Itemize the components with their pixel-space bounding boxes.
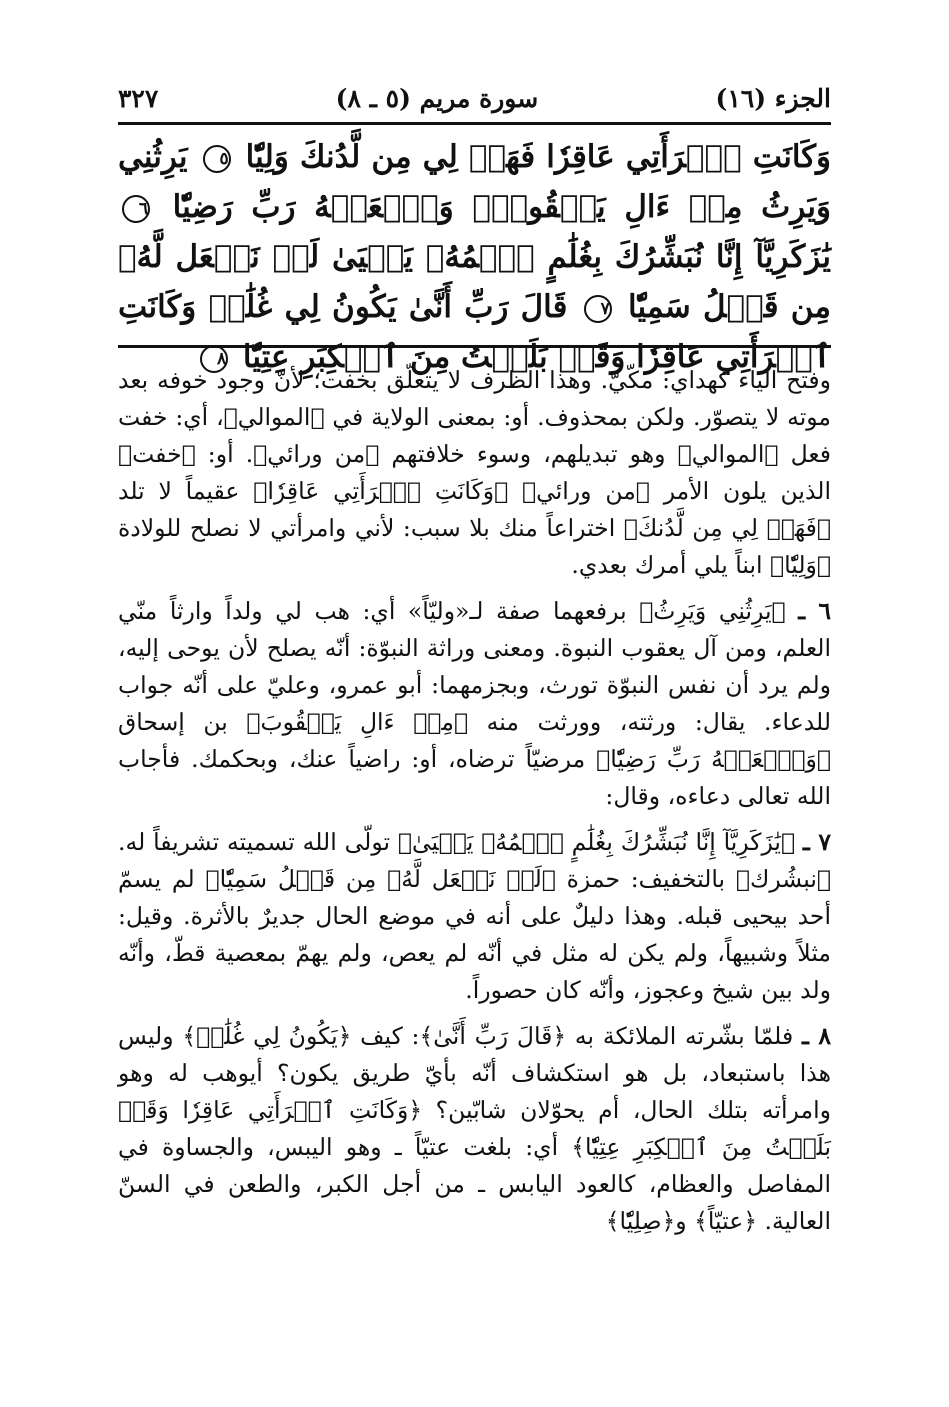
commentary-paragraph-verse-7 bbox=[118, 824, 831, 1009]
surah-title: سورة مريم (٥ ـ ٨) bbox=[335, 83, 539, 113]
verses-divider bbox=[118, 345, 831, 348]
commentary-text: ﴿يَرِثُنِي وَيَرِثُ﴾ برفعهما صفة لـ«وليّاً» أي: هب لي ولداً وارثاً منّي العلم، ومن آل يعقوب النبوة. ومعنى وراثة النبوّة: أنّه يصلح لأن يوحى إليه، ولم يرد أن نفس النبوّة تورث، وبجزمهما: أبو عمرو، وعليّ على أنّه جواب للدعاء. يقال: ورثته، وورثت منه ﴿مِنۡ ءَالِ يَعۡقُوبَ﴾ بن إسحاق ﴿وَٱجۡعَلۡهُ رَبِّ رَضِيّٗا﴾ مرضيّاً ترضاه، أو: راضياً عنك، وبحكمك. فأجاب الله تعالى دعاءه، وقال: bbox=[118, 597, 831, 810]
commentary-paragraph-1 bbox=[118, 362, 831, 584]
verse-number: ٦ ـ bbox=[798, 597, 831, 625]
page-number: ٣٢٧ bbox=[118, 83, 159, 113]
verse-5-text: وَكَانَتِ ٱمۡرَأَتِي عَاقِرٗا فَهَبۡ لِي مِن لَّدُنكَ وَلِيّٗا bbox=[245, 139, 832, 175]
verse-6-text: يَرِثُنِي وَيَرِثُ مِنۡ ءَالِ يَعۡقُوبَۖ وَٱجۡعَلۡهُ رَبِّ رَضِيّٗا bbox=[118, 139, 832, 225]
juz-label: الجزء (١٦) bbox=[715, 83, 831, 113]
verse-number: ٧ ـ bbox=[802, 828, 831, 856]
running-header bbox=[118, 78, 831, 118]
verse-number: ٨ ـ bbox=[801, 1022, 831, 1050]
verse-marker-7: ٧ bbox=[584, 295, 612, 323]
header-divider bbox=[118, 122, 831, 125]
verse-8-text: قَالَ رَبِّ أَنَّىٰ يَكُونُ لِي غُلَٰمٞ وَكَانَتِ ٱمۡرَأَتِي عَاقِرٗا وَقَدۡ بَلَغۡتُ مِنَ ٱلۡكِبَرِ عِتِيّٗا bbox=[118, 289, 831, 375]
commentary-text: فلمّا بشّرته الملائكة به ﴿قَالَ رَبِّ أَنَّىٰ﴾: كيف ﴿يَكُونُ لِي غُلَٰمٞ﴾ وليس هذا باستبعاد، بل هو استكشاف أنّه بأيّ طريق يكون؟ أيوهب له وهو وامرأته بتلك الحال، أم يحوّلان شابّين؟ ﴿وَكَانَتِ ٱمۡرَأَتِي عَاقِرٗا وَقَدۡ بَلَغۡتُ مِنَ ٱلۡكِبَرِ عِتِيّٗا﴾ أي: بلغت عتيّاً ـ وهو اليبس، والجساوة في المفاصل والعظام، كالعود اليابس ـ من أجل الكبر، والطعن في السنّ العالية. ﴿عتيّاً﴾ و﴿صِلِيّٗا﴾ bbox=[118, 1022, 831, 1235]
verse-marker-6: ٦ bbox=[122, 195, 150, 223]
verse-marker-8: ٨ bbox=[200, 345, 228, 373]
commentary-paragraph-verse-8 bbox=[118, 1018, 831, 1240]
commentary-text: ﴿يَٰزَكَرِيَّآ إِنَّا نُبَشِّرُكَ بِغُلَٰمٍ ٱسۡمُهُۥ يَحۡيَىٰ﴾ تولّى الله تسميته تشريفاً له. ﴿نبشُرك﴾ بالتخفيف: حمزة ﴿لَمۡ نَجۡعَل لَّهُۥ مِن قَبۡلُ سَمِيّٗا﴾ لم يسمّ أحد بيحيى قبله. وهذا دليلٌ على أنه في موضع الحال جديرٌ بالأثرة. وقيل: مثلاً وشبيهاً، ولم يكن له مثل في أنّه لم يعص، ولم يهمّ بمعصية قطّ، وأنّه ولد بين شيخ وعجوز، وأنّه كان حصوراً. bbox=[118, 828, 831, 1004]
commentary-paragraph-verse-6 bbox=[118, 593, 831, 815]
tafsir-commentary bbox=[118, 362, 831, 1249]
verse-7-text: يَٰزَكَرِيَّآ إِنَّا نُبَشِّرُكَ بِغُلَٰمٍ ٱسۡمُهُۥ يَحۡيَىٰ لَمۡ نَجۡعَل لَّهُۥ مِن قَبۡلُ سَمِيّٗا bbox=[118, 239, 832, 325]
commentary-text: وفتح الياء كهداي: مكّيّ. وهذا الظرف لا يتعلّق بخفت؛ لأنّ وجود خوفه بعد موته لا يتصوّر. ولكن بمحذوف. أو: بمعنى الولاية في ﴿الموالي﴾، أي: خفت فعل ﴿الموالي﴾ وهو تبديلهم، وسوء خلافتهم ﴿من ورائي﴾. أو: ﴿خفت﴾ الذين يلون الأمر ﴿من ورائي﴾ ﴿وَكَانَتِ ٱمۡرَأَتِي عَاقِرٗا﴾ عقيماً لا تلد ﴿فَهَبۡ لِي مِن لَّدُنكَ﴾ اختراعاً منك بلا سبب: لأني وامرأتي لا نصلح للولادة ﴿وَلِيّٗا﴾ ابناً يلي أمرك بعدي. bbox=[118, 366, 831, 579]
verse-marker-5: ٥ bbox=[203, 145, 231, 173]
